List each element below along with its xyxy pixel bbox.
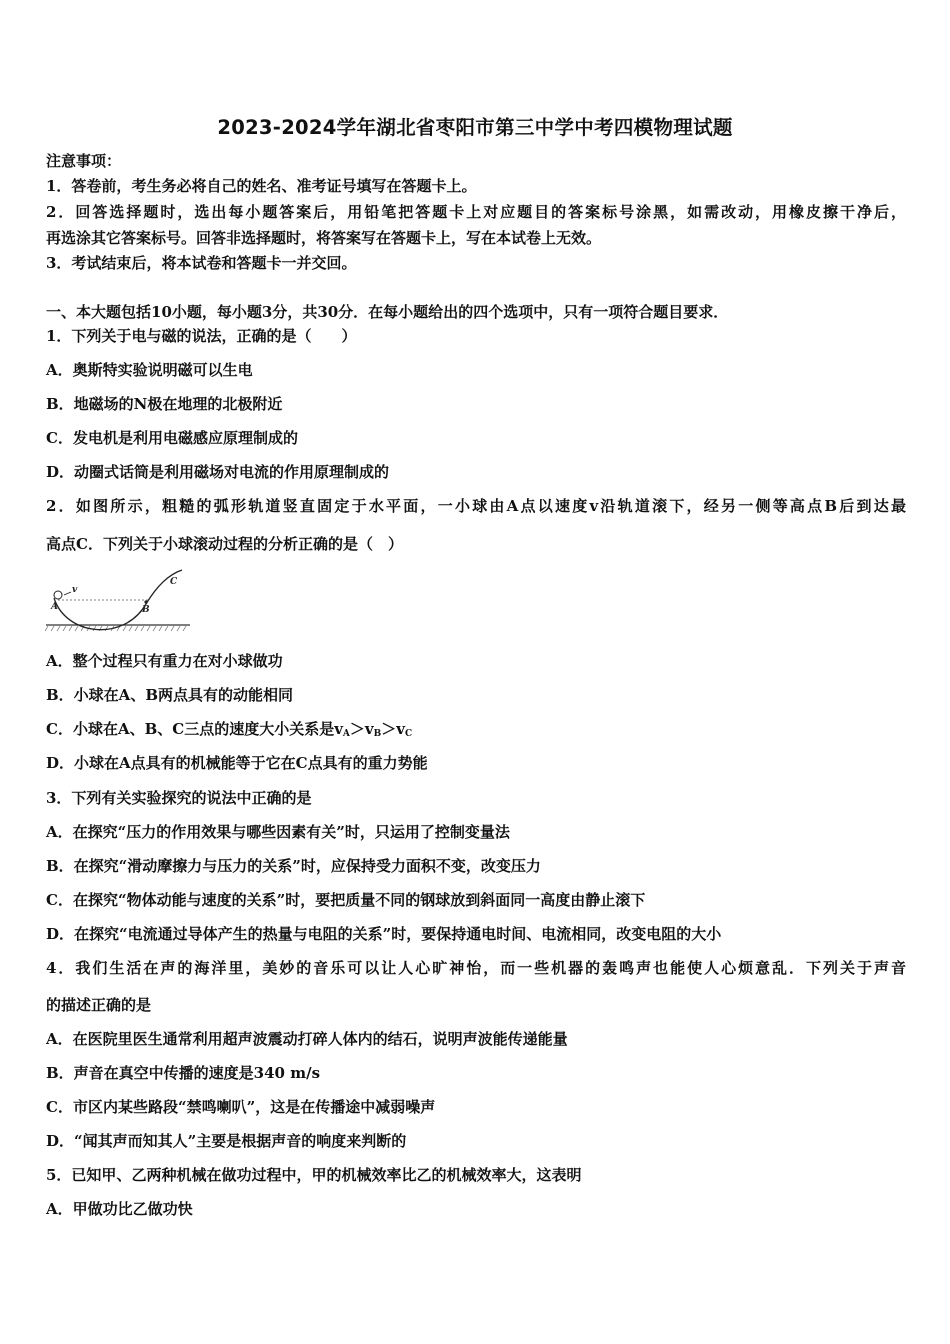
notice-item: 3．考试结束后，将本试卷和答题卡一并交回。: [46, 254, 357, 272]
question-2-stem-line1: 2．如图所示，粗糙的弧形轨道竖直固定于水平面，一小球由A点以速度v沿轨道滚下，经另一侧等高点B后到达最: [46, 497, 906, 515]
question-1-option-c: C．发电机是利用电磁感应原理制成的: [46, 429, 298, 447]
question-1-option-b: B．地磁场的N极在地理的北极附近: [46, 395, 283, 413]
question-4-option-d: D．“闻其声而知其人”主要是根据声音的响度来判断的: [46, 1132, 407, 1150]
question-2-option-d: D．小球在A点具有的机械能等于它在C点具有的重力势能: [46, 754, 428, 772]
ball: [54, 591, 62, 599]
question-2-option-b: B．小球在A、B两点具有的动能相同: [46, 686, 293, 704]
question-3-stem: 3．下列有关实验探究的说法中正确的是: [46, 789, 312, 807]
section-heading: 一、本大题包括10小题，每小题3分，共30分．在每小题给出的四个选项中，只有一项符合题目要求．: [46, 303, 729, 321]
page-title: 2023-2024学年湖北省枣阳市第三中学中考四模物理试题: [217, 116, 733, 139]
question-1-option-a: A．奥斯特实验说明磁可以生电: [46, 361, 253, 379]
question-3-option-c: C．在探究“物体动能与速度的关系”时，要把质量不同的钢球放到斜面同一高度由静止滚下: [46, 891, 646, 909]
question-5-option-a: A．甲做功比乙做功快: [46, 1200, 193, 1218]
track-diagram: [44, 562, 192, 632]
question-5-stem: 5．已知甲、乙两种机械在做功过程中，甲的机械效率比乙的机械效率大，这表明: [46, 1166, 582, 1184]
label-a: A: [51, 602, 58, 612]
question-4-stem-line2: 的描述正确的是: [46, 996, 152, 1014]
question-3-option-a: A．在探究“压力的作用效果与哪些因素有关”时，只运用了控制变量法: [46, 823, 510, 841]
question-2-stem-line2: 高点C．下列关于小球滚动过程的分析正确的是（ ）: [46, 535, 403, 553]
notice-heading: 注意事项：: [46, 152, 122, 170]
ground-hatching: [45, 626, 186, 631]
question-4-option-a: A．在医院里医生通常利用超声波震动打碎人体内的结石，说明声波能传递能量: [46, 1030, 568, 1048]
label-b: B: [142, 605, 150, 615]
point-b: [144, 600, 147, 603]
notice-item: 1．答卷前，考生务必将自己的姓名、准考证号填写在答题卡上。: [46, 177, 477, 195]
label-c: C: [170, 577, 178, 587]
question-1-option-d: D．动圈式话筒是利用磁场对电流的作用原理制成的: [46, 463, 390, 481]
question-4-stem-line1: 4．我们生活在声的海洋里，美妙的音乐可以让人心旷神怡，而一些机器的轰鸣声也能使人心烦意乱．下列关于声音: [46, 959, 906, 977]
label-v: v: [72, 585, 78, 595]
notice-item: 2．回答选择题时，选出每小题答案后，用铅笔把答题卡上对应题目的答案标号涂黑，如需改动，用橡皮擦干净后，: [46, 203, 906, 221]
question-4-option-c: C．市区内某些路段“禁鸣喇叭”，这是在传播途中减弱噪声: [46, 1098, 436, 1116]
question-4-option-b: B．声音在真空中传播的速度是340 m/s: [46, 1064, 321, 1082]
question-2-option-a: A．整个过程只有重力在对小球做功: [46, 652, 283, 670]
question-3-option-b: B．在探究“滑动摩擦力与压力的关系”时，应保持受力面积不变，改变压力: [46, 857, 541, 875]
velocity-arrow: [64, 592, 71, 595]
notice-item: 再选涂其它答案标号。回答非选择题时，将答案写在答题卡上，写在本试卷上无效。: [46, 229, 602, 247]
question-1-stem: 1．下列关于电与磁的说法，正确的是（ ）: [46, 327, 357, 345]
question-2-option-c: C．小球在A、B、C三点的速度大小关系是$v_A>v_B>v_C$: [46, 720, 413, 739]
question-3-option-d: D．在探究“电流通过导体产生的热量与电阻的关系”时，要保持通电时间、电流相同，改变电阻的大小: [46, 925, 722, 943]
